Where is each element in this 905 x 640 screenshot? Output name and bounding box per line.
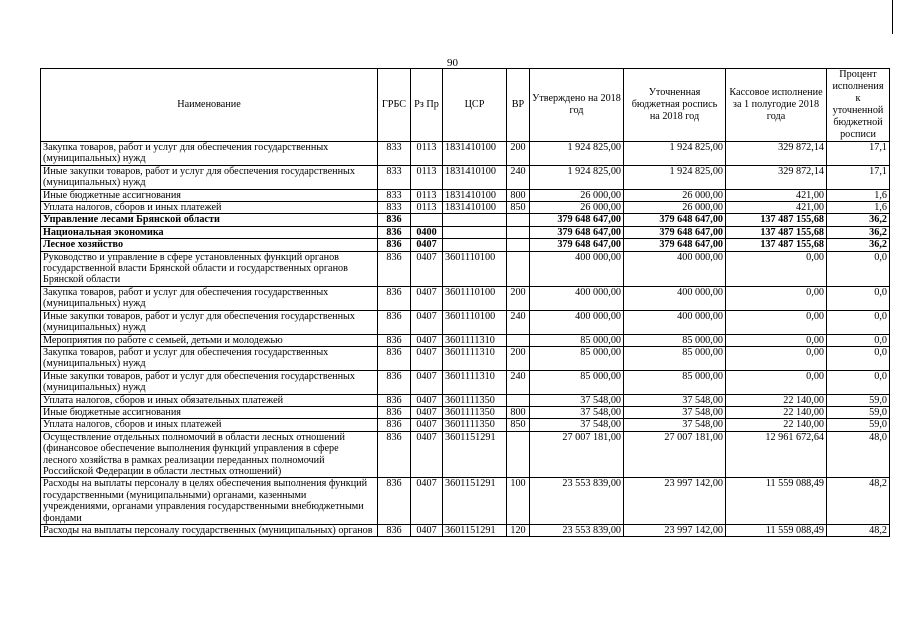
cell-vr: 240 <box>507 165 530 189</box>
cell-percent: 0,0 <box>827 334 890 346</box>
cell-percent: 0,0 <box>827 251 890 286</box>
cell-name: Закупка товаров, работ и услуг для обеспечения государственных (муниципальных) нужд <box>41 142 378 166</box>
table-row <box>41 370 890 394</box>
cell-percent: 59,0 <box>827 394 890 406</box>
cell-csr: 1831410100 <box>443 142 507 166</box>
cell-csr <box>443 226 507 238</box>
cell-rzpr: 0407 <box>411 286 443 310</box>
cell-rzpr: 0407 <box>411 478 443 525</box>
cell-csr: 3601151291 <box>443 431 507 478</box>
cell-grbs: 833 <box>378 189 411 201</box>
cell-approved: 23 553 839,00 <box>530 478 624 525</box>
cell-grbs: 836 <box>378 419 411 431</box>
page-number: 90 <box>447 57 458 69</box>
cell-rzpr: 0407 <box>411 419 443 431</box>
header-refined: Уточненная бюджетная роспись на 2018 год <box>624 69 726 142</box>
cell-csr: 3601110100 <box>443 286 507 310</box>
cell-cash: 421,00 <box>726 189 827 201</box>
cell-grbs: 836 <box>378 431 411 478</box>
cell-rzpr: 0407 <box>411 251 443 286</box>
cell-approved: 379 648 647,00 <box>530 239 624 251</box>
cell-percent: 17,1 <box>827 142 890 166</box>
cell-name: Закупка товаров, работ и услуг для обеспечения государственных (муниципальных) нужд <box>41 346 378 370</box>
cell-vr: 240 <box>507 310 530 334</box>
cell-rzpr: 0407 <box>411 334 443 346</box>
header-csr: ЦСР <box>443 69 507 142</box>
cell-csr: 3601111350 <box>443 406 507 418</box>
cell-cash: 12 961 672,64 <box>726 431 827 478</box>
cell-vr <box>507 334 530 346</box>
cell-refined: 85 000,00 <box>624 346 726 370</box>
cell-refined: 400 000,00 <box>624 310 726 334</box>
cell-name: Осуществление отдельных полномочий в области лесных отношений (финансовое обеспечение выполнения функций управления в сфере лесного хозяйства в рамках реализации переданных полномочий Российской Федерации в области лестных отношений) <box>41 431 378 478</box>
cell-rzpr: 0407 <box>411 406 443 418</box>
cell-csr: 3601111350 <box>443 394 507 406</box>
cell-cash: 22 140,00 <box>726 406 827 418</box>
cell-grbs: 836 <box>378 251 411 286</box>
cell-percent: 0,0 <box>827 286 890 310</box>
cell-name: Иные бюджетные ассигнования <box>41 189 378 201</box>
cell-percent: 0,0 <box>827 310 890 334</box>
cell-cash: 11 559 088,49 <box>726 478 827 525</box>
cell-approved: 85 000,00 <box>530 346 624 370</box>
table-row <box>41 406 890 418</box>
cell-refined: 1 924 825,00 <box>624 142 726 166</box>
cell-approved: 1 924 825,00 <box>530 142 624 166</box>
cell-refined: 37 548,00 <box>624 406 726 418</box>
cell-percent: 48,2 <box>827 478 890 525</box>
cell-cash: 0,00 <box>726 370 827 394</box>
cell-name: Иные бюджетные ассигнования <box>41 406 378 418</box>
cell-name: Расходы на выплаты персоналу в целях обеспечения выполнения функций государственными (муниципальными) органами, казенными учреждениями, органами управления государственными внебюджетными фондами <box>41 478 378 525</box>
cell-grbs: 836 <box>378 286 411 310</box>
cell-percent: 0,0 <box>827 370 890 394</box>
cell-vr: 200 <box>507 142 530 166</box>
cell-cash: 137 487 155,68 <box>726 239 827 251</box>
cell-vr: 200 <box>507 286 530 310</box>
table-row <box>41 286 890 310</box>
cell-approved: 1 924 825,00 <box>530 165 624 189</box>
cell-approved: 37 548,00 <box>530 394 624 406</box>
cell-cash: 0,00 <box>726 251 827 286</box>
cell-approved: 85 000,00 <box>530 334 624 346</box>
cell-rzpr: 0407 <box>411 370 443 394</box>
cell-name: Иные закупки товаров, работ и услуг для обеспечения государственных (муниципальных) нужд <box>41 165 378 189</box>
cell-csr: 3601151291 <box>443 478 507 525</box>
header-name: Наименование <box>41 69 378 142</box>
cell-rzpr: 0113 <box>411 165 443 189</box>
table-row <box>41 202 890 214</box>
cell-vr <box>507 251 530 286</box>
cell-refined: 23 997 142,00 <box>624 525 726 537</box>
cell-grbs: 836 <box>378 214 411 226</box>
cell-cash: 22 140,00 <box>726 394 827 406</box>
cell-refined: 85 000,00 <box>624 370 726 394</box>
cell-approved: 37 548,00 <box>530 406 624 418</box>
cell-csr <box>443 214 507 226</box>
cell-grbs: 833 <box>378 142 411 166</box>
cell-approved: 379 648 647,00 <box>530 226 624 238</box>
cell-grbs: 833 <box>378 165 411 189</box>
cell-approved: 27 007 181,00 <box>530 431 624 478</box>
cell-name: Мероприятия по работе с семьей, детьми и молодежью <box>41 334 378 346</box>
cell-vr: 850 <box>507 419 530 431</box>
cell-cash: 421,00 <box>726 202 827 214</box>
cell-vr <box>507 394 530 406</box>
cell-name: Иные закупки товаров, работ и услуг для обеспечения государственных (муниципальных) нужд <box>41 370 378 394</box>
cell-csr: 3601110100 <box>443 310 507 334</box>
cell-vr: 850 <box>507 202 530 214</box>
cell-vr: 200 <box>507 346 530 370</box>
cell-csr: 3601111310 <box>443 346 507 370</box>
cell-grbs: 836 <box>378 370 411 394</box>
table-header-row <box>41 69 890 142</box>
cell-rzpr: 0407 <box>411 525 443 537</box>
cell-csr: 3601111310 <box>443 370 507 394</box>
cell-cash: 0,00 <box>726 310 827 334</box>
cell-csr: 3601111350 <box>443 419 507 431</box>
table-row <box>41 189 890 201</box>
cell-refined: 23 997 142,00 <box>624 478 726 525</box>
table-body <box>41 142 890 537</box>
cell-percent: 36,2 <box>827 214 890 226</box>
table-row <box>41 214 890 226</box>
cell-cash: 11 559 088,49 <box>726 525 827 537</box>
cell-rzpr: 0113 <box>411 142 443 166</box>
table-row <box>41 226 890 238</box>
cell-name: Лесное хозяйство <box>41 239 378 251</box>
cell-refined: 379 648 647,00 <box>624 239 726 251</box>
header-approved: Утверждено на 2018 год <box>530 69 624 142</box>
cell-percent: 1,6 <box>827 189 890 201</box>
cell-rzpr <box>411 214 443 226</box>
cell-name: Национальная экономика <box>41 226 378 238</box>
cell-cash: 0,00 <box>726 334 827 346</box>
table-row <box>41 142 890 166</box>
cell-name: Уплата налогов, сборов и иных обязательных платежей <box>41 394 378 406</box>
cell-csr: 3601110100 <box>443 251 507 286</box>
cell-refined: 400 000,00 <box>624 286 726 310</box>
cell-percent: 17,1 <box>827 165 890 189</box>
cell-grbs: 836 <box>378 406 411 418</box>
cell-name: Закупка товаров, работ и услуг для обеспечения государственных (муниципальных) нужд <box>41 286 378 310</box>
cell-refined: 1 924 825,00 <box>624 165 726 189</box>
cell-rzpr: 0400 <box>411 226 443 238</box>
cell-approved: 85 000,00 <box>530 370 624 394</box>
cell-cash: 0,00 <box>726 346 827 370</box>
cell-approved: 26 000,00 <box>530 202 624 214</box>
header-cash: Кассовое исполнение за 1 полугодие 2018 года <box>726 69 827 142</box>
cell-grbs: 836 <box>378 334 411 346</box>
table-row <box>41 334 890 346</box>
cell-rzpr: 0407 <box>411 239 443 251</box>
cell-cash: 329 872,14 <box>726 142 827 166</box>
cell-vr <box>507 239 530 251</box>
cell-vr <box>507 226 530 238</box>
cell-vr <box>507 431 530 478</box>
table-row <box>41 419 890 431</box>
cell-cash: 137 487 155,68 <box>726 226 827 238</box>
cell-rzpr: 0407 <box>411 346 443 370</box>
cell-cash: 137 487 155,68 <box>726 214 827 226</box>
cell-name: Уплата налогов, сборов и иных платежей <box>41 202 378 214</box>
cell-percent: 36,2 <box>827 239 890 251</box>
cell-grbs: 836 <box>378 394 411 406</box>
cell-grbs: 836 <box>378 226 411 238</box>
cell-approved: 400 000,00 <box>530 286 624 310</box>
budget-table <box>40 68 890 537</box>
cell-vr: 800 <box>507 406 530 418</box>
header-rzpr: Рз Пр <box>411 69 443 142</box>
table-row <box>41 346 890 370</box>
table-row <box>41 310 890 334</box>
cell-percent: 0,0 <box>827 346 890 370</box>
cell-csr: 3601111310 <box>443 334 507 346</box>
cell-refined: 379 648 647,00 <box>624 226 726 238</box>
cell-refined: 37 548,00 <box>624 419 726 431</box>
cell-vr: 800 <box>507 189 530 201</box>
cell-percent: 1,6 <box>827 202 890 214</box>
page-corner-line <box>892 0 893 34</box>
cell-grbs: 833 <box>378 202 411 214</box>
cell-refined: 400 000,00 <box>624 251 726 286</box>
cell-vr: 100 <box>507 478 530 525</box>
cell-grbs: 836 <box>378 310 411 334</box>
cell-rzpr: 0113 <box>411 189 443 201</box>
cell-name: Руководство и управление в сфере установленных функций органов государственной власти Брянской области и государственных органов Брянской области <box>41 251 378 286</box>
cell-rzpr: 0407 <box>411 394 443 406</box>
cell-name: Управление лесами Брянской области <box>41 214 378 226</box>
cell-cash: 22 140,00 <box>726 419 827 431</box>
header-grbs: ГРБС <box>378 69 411 142</box>
cell-rzpr: 0407 <box>411 431 443 478</box>
cell-csr: 1831410100 <box>443 202 507 214</box>
header-percent: Процент исполнения к уточненной бюджетной росписи <box>827 69 890 142</box>
cell-percent: 36,2 <box>827 226 890 238</box>
cell-approved: 23 553 839,00 <box>530 525 624 537</box>
cell-refined: 379 648 647,00 <box>624 214 726 226</box>
header-vr: ВР <box>507 69 530 142</box>
cell-vr: 120 <box>507 525 530 537</box>
table-row <box>41 239 890 251</box>
cell-rzpr: 0407 <box>411 310 443 334</box>
table-row <box>41 431 890 478</box>
cell-refined: 27 007 181,00 <box>624 431 726 478</box>
cell-approved: 379 648 647,00 <box>530 214 624 226</box>
cell-name: Иные закупки товаров, работ и услуг для обеспечения государственных (муниципальных) нужд <box>41 310 378 334</box>
cell-refined: 85 000,00 <box>624 334 726 346</box>
cell-refined: 37 548,00 <box>624 394 726 406</box>
table-row <box>41 165 890 189</box>
cell-grbs: 836 <box>378 478 411 525</box>
cell-vr <box>507 214 530 226</box>
table-row <box>41 525 890 537</box>
cell-approved: 37 548,00 <box>530 419 624 431</box>
cell-csr: 3601151291 <box>443 525 507 537</box>
table-row <box>41 251 890 286</box>
cell-refined: 26 000,00 <box>624 189 726 201</box>
cell-approved: 400 000,00 <box>530 310 624 334</box>
cell-percent: 48,2 <box>827 525 890 537</box>
cell-csr: 1831410100 <box>443 165 507 189</box>
cell-cash: 329 872,14 <box>726 165 827 189</box>
cell-csr <box>443 239 507 251</box>
cell-grbs: 836 <box>378 346 411 370</box>
cell-csr: 1831410100 <box>443 189 507 201</box>
cell-approved: 26 000,00 <box>530 189 624 201</box>
table-row <box>41 478 890 525</box>
cell-rzpr: 0113 <box>411 202 443 214</box>
cell-percent: 59,0 <box>827 419 890 431</box>
cell-approved: 400 000,00 <box>530 251 624 286</box>
cell-name: Расходы на выплаты персоналу государственных (муниципальных) органов <box>41 525 378 537</box>
cell-refined: 26 000,00 <box>624 202 726 214</box>
cell-percent: 59,0 <box>827 406 890 418</box>
cell-percent: 48,0 <box>827 431 890 478</box>
cell-vr: 240 <box>507 370 530 394</box>
cell-cash: 0,00 <box>726 286 827 310</box>
table-row <box>41 394 890 406</box>
cell-grbs: 836 <box>378 525 411 537</box>
cell-name: Уплата налогов, сборов и иных платежей <box>41 419 378 431</box>
cell-grbs: 836 <box>378 239 411 251</box>
